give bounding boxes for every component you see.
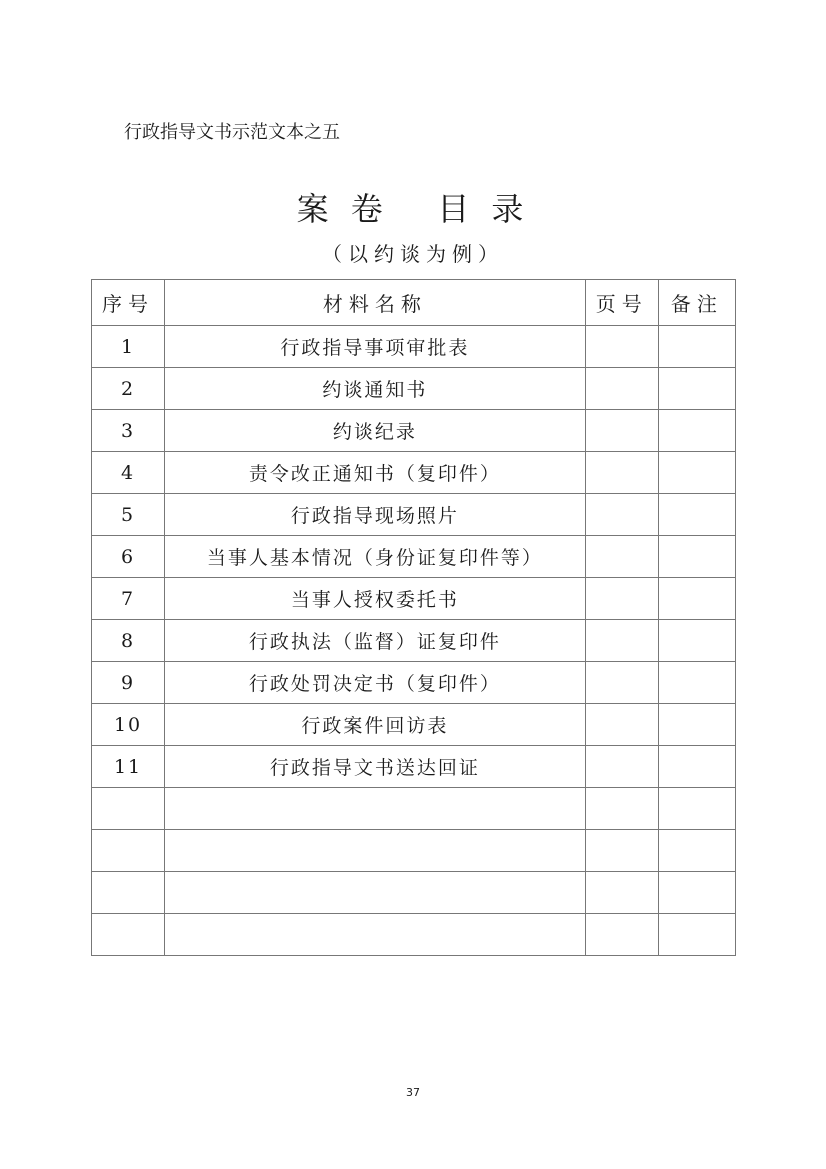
cell-page-number <box>585 368 658 410</box>
table-row <box>92 788 736 830</box>
cell-page-number <box>585 494 658 536</box>
cell-remarks <box>658 368 735 410</box>
cell-page-number <box>585 578 658 620</box>
cell-page-number <box>585 746 658 788</box>
header-material-name: 材料名称 <box>165 280 586 326</box>
cell-page-number <box>585 452 658 494</box>
cell-material-name <box>165 830 586 872</box>
cell-remarks <box>658 872 735 914</box>
cell-material-name: 约谈纪录 <box>165 410 586 452</box>
cell-material-name: 行政指导事项审批表 <box>165 326 586 368</box>
header-seq: 序号 <box>92 280 165 326</box>
cell-material-name: 行政执法（监督）证复印件 <box>165 620 586 662</box>
cell-seq <box>92 872 165 914</box>
table-header-row <box>92 280 736 326</box>
cell-material-name <box>165 914 586 956</box>
cell-material-name <box>165 788 586 830</box>
cell-remarks <box>658 662 735 704</box>
table-row <box>92 368 736 410</box>
table-row <box>92 410 736 452</box>
cell-remarks <box>658 788 735 830</box>
cell-page-number <box>585 620 658 662</box>
cell-remarks <box>658 494 735 536</box>
cell-seq: 2 <box>92 368 165 410</box>
cell-remarks <box>658 452 735 494</box>
cell-seq <box>92 914 165 956</box>
cell-seq: 10 <box>92 704 165 746</box>
cell-seq: 5 <box>92 494 165 536</box>
cell-seq <box>92 788 165 830</box>
cell-material-name: 行政指导文书送达回证 <box>165 746 586 788</box>
table-row <box>92 578 736 620</box>
cell-page-number <box>585 872 658 914</box>
cell-remarks <box>658 704 735 746</box>
table-row <box>92 326 736 368</box>
cell-seq: 11 <box>92 746 165 788</box>
cell-material-name: 当事人基本情况（身份证复印件等） <box>165 536 586 578</box>
cell-remarks <box>658 410 735 452</box>
header-page-number: 页号 <box>585 280 658 326</box>
table-row <box>92 494 736 536</box>
cell-remarks <box>658 620 735 662</box>
cell-page-number <box>585 914 658 956</box>
cell-material-name: 行政指导现场照片 <box>165 494 586 536</box>
cell-page-number <box>585 704 658 746</box>
cell-material-name: 当事人授权委托书 <box>165 578 586 620</box>
table-row <box>92 830 736 872</box>
cell-material-name: 行政案件回访表 <box>165 704 586 746</box>
cell-seq: 9 <box>92 662 165 704</box>
table-body <box>92 326 736 956</box>
table-row <box>92 914 736 956</box>
cell-seq <box>92 830 165 872</box>
cell-page-number <box>585 326 658 368</box>
table-row <box>92 536 736 578</box>
cell-remarks <box>658 578 735 620</box>
table-row <box>92 872 736 914</box>
cell-material-name <box>165 872 586 914</box>
table-row <box>92 704 736 746</box>
cell-page-number <box>585 410 658 452</box>
cell-seq: 4 <box>92 452 165 494</box>
cell-page-number <box>585 662 658 704</box>
cell-remarks <box>658 830 735 872</box>
cell-seq: 3 <box>92 410 165 452</box>
page-number: 37 <box>406 1086 420 1099</box>
catalog-table <box>91 279 736 956</box>
table-row <box>92 620 736 662</box>
header-remarks: 备注 <box>658 280 735 326</box>
cell-seq: 8 <box>92 620 165 662</box>
page-subtitle: （以约谈为例） <box>322 242 504 266</box>
cell-remarks <box>658 536 735 578</box>
table-row <box>92 452 736 494</box>
cell-remarks <box>658 914 735 956</box>
cell-material-name: 约谈通知书 <box>165 368 586 410</box>
cell-page-number <box>585 788 658 830</box>
cell-page-number <box>585 830 658 872</box>
cell-remarks <box>658 746 735 788</box>
table-row <box>92 746 736 788</box>
document-label: 行政指导文书示范文本之五 <box>124 122 340 143</box>
cell-material-name: 行政处罚决定书（复印件） <box>165 662 586 704</box>
page-title: 案 卷 目 录 <box>296 190 530 228</box>
cell-material-name: 责令改正通知书（复印件） <box>165 452 586 494</box>
cell-seq: 7 <box>92 578 165 620</box>
cell-remarks <box>658 326 735 368</box>
cell-seq: 1 <box>92 326 165 368</box>
table-row <box>92 662 736 704</box>
cell-seq: 6 <box>92 536 165 578</box>
cell-page-number <box>585 536 658 578</box>
